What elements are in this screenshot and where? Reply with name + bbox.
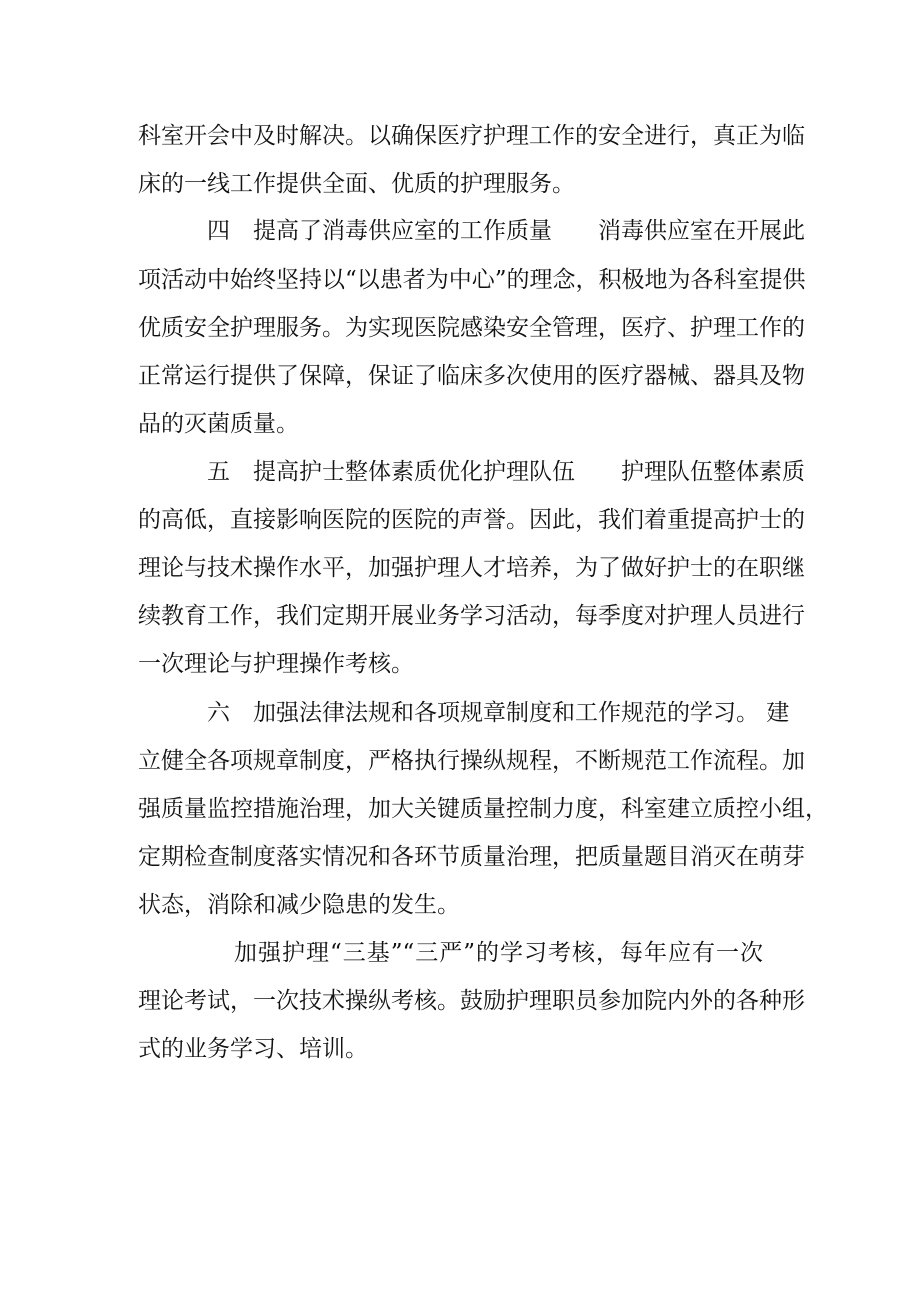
text-line: 续教育工作，我们定期开展业务学习活动，每季度对护理人员进行: [138, 603, 805, 629]
text-line: 科室开会中及时解决。以确保医疗护理工作的安全进行，真正为临: [138, 123, 805, 149]
section-heading-line: 四 提高了消毒供应室的工作质量 消毒供应室在开展此: [138, 218, 805, 244]
text-line: 式的业务学习、培训。: [138, 1036, 368, 1062]
text-line: 正常运行提供了保障，保证了临床多次使用的医疗器械、器具及物: [138, 363, 805, 389]
text-line: 品的灭菌质量。: [138, 411, 299, 437]
text-line: 优质安全护理服务。为实现医院感染安全管理，医疗、护理工作的: [138, 315, 805, 341]
text-line: 理论考试，一次技术操纵考核。鼓励护理职员参加院内外的各种形: [138, 988, 805, 1014]
section-heading-line: 六 加强法律法规和各项规章制度和工作规范的学习。 建: [138, 700, 790, 726]
section-heading-line: 五 提高护士整体素质优化护理队伍 护理队伍整体素质: [138, 459, 805, 485]
text-line: 立健全各项规章制度，严格执行操纵规程，不断规范工作流程。加: [138, 748, 805, 774]
text-line: 定期检查制度落实情况和各环节质量治理，把质量题目消灭在萌芽: [138, 844, 805, 870]
text-line: 强质量监控措施治理，加大关键质量控制力度，科室建立质控小组，: [138, 796, 828, 822]
text-line: 一次理论与护理操作考核。: [138, 651, 414, 677]
text-line: 理论与技术操作水平，加强护理人才培养，为了做好护士的在职继: [138, 555, 805, 581]
paragraph-start-line: 加强护理“三基”“三严”的学习考核，每年应有一次: [138, 940, 763, 966]
text-line: 状态，消除和减少隐患的发生。: [138, 892, 460, 918]
text-line: 项活动中始终坚持以“以患者为中心”的理念，积极地为各科室提供: [138, 267, 806, 293]
text-line: 床的一线工作提供全面、优质的护理服务。: [138, 171, 575, 197]
text-line: 的高低，直接影响医院的医院的声誉。因此，我们着重提高护士的: [138, 507, 805, 533]
